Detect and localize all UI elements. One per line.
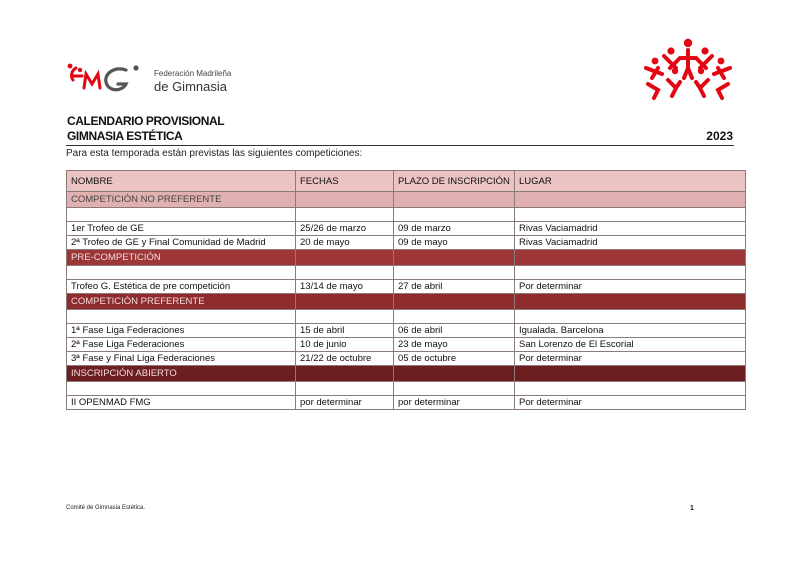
- cell-plazo: 23 de mayo: [394, 338, 515, 352]
- column-header-plazo: PLAZO DE INSCRIPCIÓN: [394, 171, 515, 192]
- section-title: COMPETICIÓN PREFERENTE: [67, 294, 296, 310]
- table-row: [67, 396, 746, 410]
- cell-lugar: Por determinar: [515, 280, 746, 294]
- section-title: INSCRIPCIÓN ABIERTO: [67, 366, 296, 382]
- cell-nombre: 1ª Fase Liga Federaciones: [67, 324, 296, 338]
- table-row: [67, 352, 746, 366]
- table-header-row: [67, 171, 746, 192]
- comunidad-madrid-figures-logo: [640, 38, 736, 102]
- footer-committee: Comité de Gimnasia Estética.: [66, 505, 146, 511]
- cell-fechas: 21/22 de octubre: [296, 352, 394, 366]
- section-title: COMPETICIÓN NO PREFERENTE: [67, 192, 296, 208]
- table-row: [67, 236, 746, 250]
- org-name-line1: Federación Madrileña: [154, 69, 232, 78]
- section-row: [67, 294, 746, 310]
- section-row: [67, 250, 746, 266]
- cell-plazo: 09 de mayo: [394, 236, 515, 250]
- page-number: 1: [690, 505, 694, 512]
- section-title: PRE-COMPETICIÓN: [67, 250, 296, 266]
- document-subtitle: GIMNASIA ESTÉTICA: [67, 129, 183, 143]
- document-title: CALENDARIO PROVISIONAL: [67, 114, 225, 128]
- section-row: [67, 192, 746, 208]
- cell-lugar: San Lorenzo de El Escorial: [515, 338, 746, 352]
- org-name-line2: de Gimnasia: [154, 79, 227, 94]
- column-header-fechas: FECHAS: [296, 171, 394, 192]
- header-divider: [66, 145, 734, 146]
- cell-fechas: 25/26 de marzo: [296, 222, 394, 236]
- table-row: [67, 310, 746, 324]
- cell-lugar: Igualada. Barcelona: [515, 324, 746, 338]
- table-row: [67, 338, 746, 352]
- cell-lugar: Por determinar: [515, 396, 746, 410]
- cell-nombre: 1er Trofeo de GE: [67, 222, 296, 236]
- cell-fechas: por determinar: [296, 396, 394, 410]
- cell-plazo: 27 de abril: [394, 280, 515, 294]
- cell-fechas: 20 de mayo: [296, 236, 394, 250]
- cell-fechas: 13/14 de mayo: [296, 280, 394, 294]
- cell-nombre: 2ª Fase Liga Federaciones: [67, 338, 296, 352]
- cell-lugar: Rivas Vaciamadrid: [515, 236, 746, 250]
- table-row: [67, 222, 746, 236]
- fmg-logo-mark: [66, 60, 152, 100]
- table-row: [67, 382, 746, 396]
- table-row: [67, 208, 746, 222]
- cell-plazo: 05 de octubre: [394, 352, 515, 366]
- intro-text: Para esta temporada están previstas las siguientes competiciones:: [66, 148, 363, 159]
- fmg-logo: [66, 60, 236, 100]
- cell-nombre: 2ª Trofeo de GE y Final Comunidad de Madrid: [67, 236, 296, 250]
- cell-plazo: por determinar: [394, 396, 515, 410]
- cell-fechas: 10 de junio: [296, 338, 394, 352]
- cell-lugar: Rivas Vaciamadrid: [515, 222, 746, 236]
- section-row: [67, 366, 746, 382]
- column-header-nombre: NOMBRE: [67, 171, 296, 192]
- cell-nombre: 3ª Fase y Final Liga Federaciones: [67, 352, 296, 366]
- table-row: [67, 280, 746, 294]
- table-row: [67, 324, 746, 338]
- year-label: 2023: [706, 129, 733, 143]
- cell-plazo: 06 de abril: [394, 324, 515, 338]
- table-row: [67, 266, 746, 280]
- cell-plazo: 09 de marzo: [394, 222, 515, 236]
- cell-fechas: 15 de abril: [296, 324, 394, 338]
- competition-calendar-table: [66, 170, 746, 410]
- cell-lugar: Por determinar: [515, 352, 746, 366]
- cell-nombre: II OPENMAD FMG: [67, 396, 296, 410]
- column-header-lugar: LUGAR: [515, 171, 746, 192]
- cell-nombre: Trofeo G. Estética de pre competición: [67, 280, 296, 294]
